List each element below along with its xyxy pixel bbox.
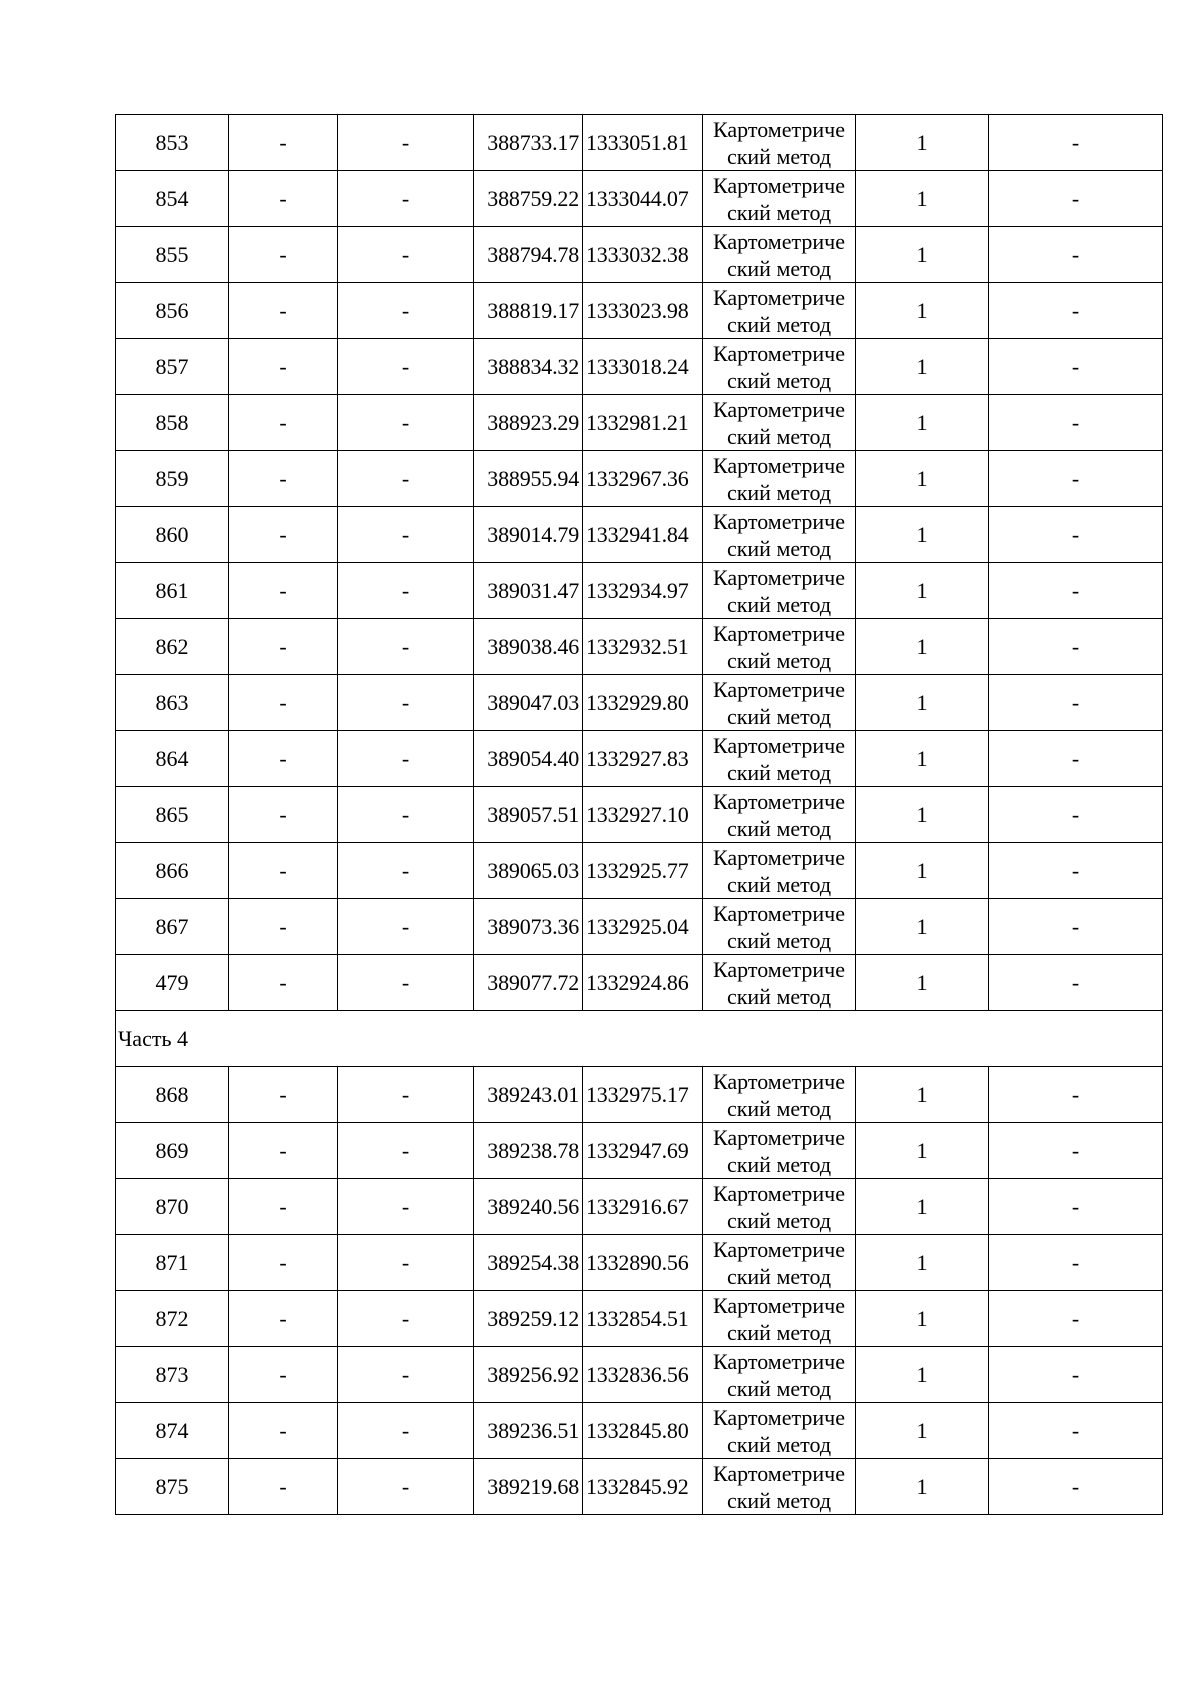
y-coordinate-cell: 1332975.17	[583, 1067, 703, 1123]
dash-cell: -	[229, 1179, 338, 1235]
y-coordinate-cell: 1332916.67	[583, 1179, 703, 1235]
method-line-1: Картометриче	[713, 340, 845, 366]
x-coordinate-cell: 389057.51	[474, 787, 583, 843]
method-line-2: ский метод	[726, 199, 832, 225]
method-line-1: Картометриче	[713, 564, 845, 590]
point-number-cell: 479	[116, 955, 229, 1011]
dash-cell: -	[989, 171, 1163, 227]
x-coordinate-cell: 389077.72	[474, 955, 583, 1011]
x-coordinate-cell: 389259.12	[474, 1291, 583, 1347]
dash-cell: -	[338, 955, 474, 1011]
table-row	[116, 283, 1163, 339]
accuracy-cell: 1	[856, 171, 989, 227]
dash-cell: -	[989, 619, 1163, 675]
method-line-2: ский метод	[726, 311, 832, 337]
y-coordinate-cell: 1332934.97	[583, 563, 703, 619]
method-cell	[703, 731, 856, 787]
dash-cell: -	[229, 843, 338, 899]
method-line-2: ский метод	[726, 479, 832, 505]
x-coordinate-cell: 389240.56	[474, 1179, 583, 1235]
dash-cell: -	[989, 339, 1163, 395]
y-coordinate-cell: 1333044.07	[583, 171, 703, 227]
x-coordinate-cell: 389219.68	[474, 1459, 583, 1515]
point-number-cell: 871	[116, 1235, 229, 1291]
method-line-1: Картометриче	[713, 1292, 845, 1318]
x-coordinate-cell: 389054.40	[474, 731, 583, 787]
table-row	[116, 675, 1163, 731]
point-number-cell: 865	[116, 787, 229, 843]
dash-cell: -	[338, 1459, 474, 1515]
coordinates-table-body	[116, 115, 1163, 1515]
dash-cell: -	[338, 1123, 474, 1179]
point-number-cell: 874	[116, 1403, 229, 1459]
dash-cell: -	[229, 1459, 338, 1515]
dash-cell: -	[989, 563, 1163, 619]
dash-cell: -	[229, 283, 338, 339]
method-line-2: ский метод	[726, 983, 832, 1009]
dash-cell: -	[229, 563, 338, 619]
method-cell	[703, 227, 856, 283]
method-line-2: ский метод	[726, 1095, 832, 1121]
accuracy-cell: 1	[856, 1403, 989, 1459]
dash-cell: -	[338, 563, 474, 619]
method-line-2: ский метод	[726, 367, 832, 393]
method-cell	[703, 675, 856, 731]
accuracy-cell: 1	[856, 899, 989, 955]
point-number-cell: 855	[116, 227, 229, 283]
dash-cell: -	[229, 1347, 338, 1403]
method-line-2: ский метод	[726, 1487, 832, 1513]
accuracy-cell: 1	[856, 843, 989, 899]
x-coordinate-cell: 389236.51	[474, 1403, 583, 1459]
accuracy-cell: 1	[856, 787, 989, 843]
method-line-1: Картометриче	[713, 956, 845, 982]
dash-cell: -	[229, 227, 338, 283]
accuracy-cell: 1	[856, 675, 989, 731]
dash-cell: -	[338, 1179, 474, 1235]
dash-cell: -	[229, 787, 338, 843]
dash-cell: -	[989, 843, 1163, 899]
dash-cell: -	[338, 339, 474, 395]
table-row	[116, 563, 1163, 619]
method-line-1: Картометриче	[713, 1068, 845, 1094]
method-cell	[703, 843, 856, 899]
point-number-cell: 858	[116, 395, 229, 451]
method-line-1: Картометриче	[713, 1404, 845, 1430]
y-coordinate-cell: 1332854.51	[583, 1291, 703, 1347]
method-line-1: Картометриче	[713, 1236, 845, 1262]
y-coordinate-cell: 1332932.51	[583, 619, 703, 675]
x-coordinate-cell: 389014.79	[474, 507, 583, 563]
method-line-1: Картометриче	[713, 284, 845, 310]
dash-cell: -	[989, 899, 1163, 955]
dash-cell: -	[989, 1123, 1163, 1179]
accuracy-cell: 1	[856, 1347, 989, 1403]
method-cell	[703, 1123, 856, 1179]
accuracy-cell: 1	[856, 1459, 989, 1515]
dash-cell: -	[229, 1067, 338, 1123]
method-cell	[703, 563, 856, 619]
point-number-cell: 863	[116, 675, 229, 731]
method-line-2: ский метод	[726, 815, 832, 841]
y-coordinate-cell: 1332941.84	[583, 507, 703, 563]
accuracy-cell: 1	[856, 227, 989, 283]
accuracy-cell: 1	[856, 1291, 989, 1347]
method-cell	[703, 1347, 856, 1403]
method-line-1: Картометриче	[713, 396, 845, 422]
point-number-cell: 860	[116, 507, 229, 563]
dash-cell: -	[338, 787, 474, 843]
method-cell	[703, 115, 856, 171]
method-line-1: Картометриче	[713, 1124, 845, 1150]
x-coordinate-cell: 389065.03	[474, 843, 583, 899]
table-row	[116, 787, 1163, 843]
y-coordinate-cell: 1332836.56	[583, 1347, 703, 1403]
point-number-cell: 864	[116, 731, 229, 787]
dash-cell: -	[989, 507, 1163, 563]
dash-cell: -	[338, 899, 474, 955]
method-cell	[703, 171, 856, 227]
dash-cell: -	[338, 451, 474, 507]
x-coordinate-cell: 389238.78	[474, 1123, 583, 1179]
method-line-2: ский метод	[726, 1263, 832, 1289]
y-coordinate-cell: 1332890.56	[583, 1235, 703, 1291]
dash-cell: -	[338, 227, 474, 283]
dash-cell: -	[338, 675, 474, 731]
method-cell	[703, 1459, 856, 1515]
y-coordinate-cell: 1332845.80	[583, 1403, 703, 1459]
dash-cell: -	[229, 731, 338, 787]
y-coordinate-cell: 1333018.24	[583, 339, 703, 395]
accuracy-cell: 1	[856, 1179, 989, 1235]
dash-cell: -	[989, 787, 1163, 843]
method-line-2: ский метод	[726, 535, 832, 561]
y-coordinate-cell: 1332925.77	[583, 843, 703, 899]
table-row	[116, 1459, 1163, 1515]
method-cell	[703, 283, 856, 339]
x-coordinate-cell: 389243.01	[474, 1067, 583, 1123]
method-cell	[703, 1291, 856, 1347]
point-number-cell: 853	[116, 115, 229, 171]
x-coordinate-cell: 388759.22	[474, 171, 583, 227]
y-coordinate-cell: 1332845.92	[583, 1459, 703, 1515]
dash-cell: -	[989, 451, 1163, 507]
point-number-cell: 854	[116, 171, 229, 227]
dash-cell: -	[989, 1067, 1163, 1123]
dash-cell: -	[229, 1403, 338, 1459]
table-row	[116, 619, 1163, 675]
x-coordinate-cell: 389073.36	[474, 899, 583, 955]
dash-cell: -	[338, 1403, 474, 1459]
y-coordinate-cell: 1332947.69	[583, 1123, 703, 1179]
dash-cell: -	[338, 843, 474, 899]
dash-cell: -	[338, 1347, 474, 1403]
method-line-1: Картометриче	[713, 1180, 845, 1206]
point-number-cell: 872	[116, 1291, 229, 1347]
method-line-1: Картометриче	[713, 228, 845, 254]
dash-cell: -	[229, 899, 338, 955]
point-number-cell: 870	[116, 1179, 229, 1235]
dash-cell: -	[338, 1235, 474, 1291]
point-number-cell: 862	[116, 619, 229, 675]
point-number-cell: 857	[116, 339, 229, 395]
dash-cell: -	[229, 1123, 338, 1179]
dash-cell: -	[229, 1291, 338, 1347]
y-coordinate-cell: 1332929.80	[583, 675, 703, 731]
table-row	[116, 1403, 1163, 1459]
x-coordinate-cell: 388955.94	[474, 451, 583, 507]
method-cell	[703, 395, 856, 451]
table-row	[116, 1067, 1163, 1123]
x-coordinate-cell: 389031.47	[474, 563, 583, 619]
section-title: Часть 4	[116, 1011, 1163, 1067]
method-line-1: Картометриче	[713, 732, 845, 758]
method-line-2: ский метод	[726, 1319, 832, 1345]
method-line-2: ский метод	[726, 703, 832, 729]
y-coordinate-cell: 1333051.81	[583, 115, 703, 171]
table-row	[116, 1123, 1163, 1179]
y-coordinate-cell: 1332927.83	[583, 731, 703, 787]
table-row	[116, 507, 1163, 563]
y-coordinate-cell: 1332927.10	[583, 787, 703, 843]
accuracy-cell: 1	[856, 619, 989, 675]
dash-cell: -	[989, 283, 1163, 339]
y-coordinate-cell: 1332924.86	[583, 955, 703, 1011]
x-coordinate-cell: 388834.32	[474, 339, 583, 395]
method-cell	[703, 1067, 856, 1123]
point-number-cell: 866	[116, 843, 229, 899]
method-line-2: ский метод	[726, 255, 832, 281]
accuracy-cell: 1	[856, 283, 989, 339]
method-cell	[703, 955, 856, 1011]
method-line-1: Картометриче	[713, 508, 845, 534]
method-line-1: Картометриче	[713, 116, 845, 142]
method-line-1: Картометриче	[713, 844, 845, 870]
method-line-2: ский метод	[726, 927, 832, 953]
x-coordinate-cell: 388794.78	[474, 227, 583, 283]
table-row	[116, 899, 1163, 955]
method-line-1: Картометриче	[713, 1460, 845, 1486]
method-cell	[703, 1403, 856, 1459]
dash-cell: -	[229, 619, 338, 675]
dash-cell: -	[229, 395, 338, 451]
table-row	[116, 339, 1163, 395]
dash-cell: -	[229, 339, 338, 395]
method-cell	[703, 507, 856, 563]
point-number-cell: 875	[116, 1459, 229, 1515]
accuracy-cell: 1	[856, 563, 989, 619]
method-cell	[703, 339, 856, 395]
y-coordinate-cell: 1332967.36	[583, 451, 703, 507]
method-cell	[703, 787, 856, 843]
table-row	[116, 955, 1163, 1011]
table-row	[116, 1347, 1163, 1403]
method-line-1: Картометриче	[713, 676, 845, 702]
dash-cell: -	[229, 1235, 338, 1291]
accuracy-cell: 1	[856, 115, 989, 171]
dash-cell: -	[989, 1347, 1163, 1403]
method-line-2: ский метод	[726, 759, 832, 785]
method-line-2: ский метод	[726, 647, 832, 673]
accuracy-cell: 1	[856, 731, 989, 787]
dash-cell: -	[229, 955, 338, 1011]
method-line-2: ский метод	[726, 1431, 832, 1457]
dash-cell: -	[989, 227, 1163, 283]
y-coordinate-cell: 1332981.21	[583, 395, 703, 451]
table-row	[116, 115, 1163, 171]
dash-cell: -	[229, 115, 338, 171]
dash-cell: -	[338, 507, 474, 563]
point-number-cell: 869	[116, 1123, 229, 1179]
x-coordinate-cell: 389256.92	[474, 1347, 583, 1403]
dash-cell: -	[989, 395, 1163, 451]
dash-cell: -	[989, 115, 1163, 171]
table-row	[116, 843, 1163, 899]
method-cell	[703, 451, 856, 507]
dash-cell: -	[989, 1459, 1163, 1515]
method-cell	[703, 1179, 856, 1235]
method-cell	[703, 619, 856, 675]
coordinates-table	[115, 114, 1163, 1515]
method-line-2: ский метод	[726, 423, 832, 449]
method-line-1: Картометриче	[713, 1348, 845, 1374]
y-coordinate-cell: 1333023.98	[583, 283, 703, 339]
accuracy-cell: 1	[856, 507, 989, 563]
point-number-cell: 859	[116, 451, 229, 507]
dash-cell: -	[989, 955, 1163, 1011]
dash-cell: -	[989, 1403, 1163, 1459]
dash-cell: -	[989, 1291, 1163, 1347]
table-row	[116, 171, 1163, 227]
dash-cell: -	[338, 171, 474, 227]
method-line-1: Картометриче	[713, 620, 845, 646]
table-row	[116, 227, 1163, 283]
dash-cell: -	[229, 451, 338, 507]
accuracy-cell: 1	[856, 1235, 989, 1291]
point-number-cell: 873	[116, 1347, 229, 1403]
dash-cell: -	[338, 619, 474, 675]
method-line-2: ский метод	[726, 591, 832, 617]
method-line-2: ский метод	[726, 1151, 832, 1177]
dash-cell: -	[229, 171, 338, 227]
dash-cell: -	[338, 1291, 474, 1347]
method-cell	[703, 899, 856, 955]
dash-cell: -	[989, 731, 1163, 787]
table-row	[116, 1235, 1163, 1291]
method-line-1: Картометриче	[713, 452, 845, 478]
dash-cell: -	[989, 1235, 1163, 1291]
accuracy-cell: 1	[856, 955, 989, 1011]
dash-cell: -	[338, 395, 474, 451]
x-coordinate-cell: 389254.38	[474, 1235, 583, 1291]
accuracy-cell: 1	[856, 1123, 989, 1179]
method-line-2: ский метод	[726, 1375, 832, 1401]
method-line-1: Картометриче	[713, 172, 845, 198]
table-row	[116, 731, 1163, 787]
method-line-1: Картометриче	[713, 788, 845, 814]
section-row	[116, 1011, 1163, 1067]
x-coordinate-cell: 388923.29	[474, 395, 583, 451]
y-coordinate-cell: 1332925.04	[583, 899, 703, 955]
dash-cell: -	[989, 1179, 1163, 1235]
point-number-cell: 868	[116, 1067, 229, 1123]
table-row	[116, 1179, 1163, 1235]
x-coordinate-cell: 389047.03	[474, 675, 583, 731]
accuracy-cell: 1	[856, 1067, 989, 1123]
x-coordinate-cell: 388819.17	[474, 283, 583, 339]
dash-cell: -	[338, 283, 474, 339]
point-number-cell: 867	[116, 899, 229, 955]
accuracy-cell: 1	[856, 451, 989, 507]
table-row	[116, 1291, 1163, 1347]
method-line-1: Картометриче	[713, 900, 845, 926]
point-number-cell: 856	[116, 283, 229, 339]
accuracy-cell: 1	[856, 395, 989, 451]
method-line-2: ский метод	[726, 143, 832, 169]
dash-cell: -	[229, 507, 338, 563]
x-coordinate-cell: 388733.17	[474, 115, 583, 171]
dash-cell: -	[338, 115, 474, 171]
y-coordinate-cell: 1333032.38	[583, 227, 703, 283]
accuracy-cell: 1	[856, 339, 989, 395]
point-number-cell: 861	[116, 563, 229, 619]
method-cell	[703, 1235, 856, 1291]
method-line-2: ский метод	[726, 871, 832, 897]
table-row	[116, 451, 1163, 507]
dash-cell: -	[989, 675, 1163, 731]
method-line-2: ский метод	[726, 1207, 832, 1233]
dash-cell: -	[338, 1067, 474, 1123]
dash-cell: -	[338, 731, 474, 787]
dash-cell: -	[229, 675, 338, 731]
table-row	[116, 395, 1163, 451]
x-coordinate-cell: 389038.46	[474, 619, 583, 675]
